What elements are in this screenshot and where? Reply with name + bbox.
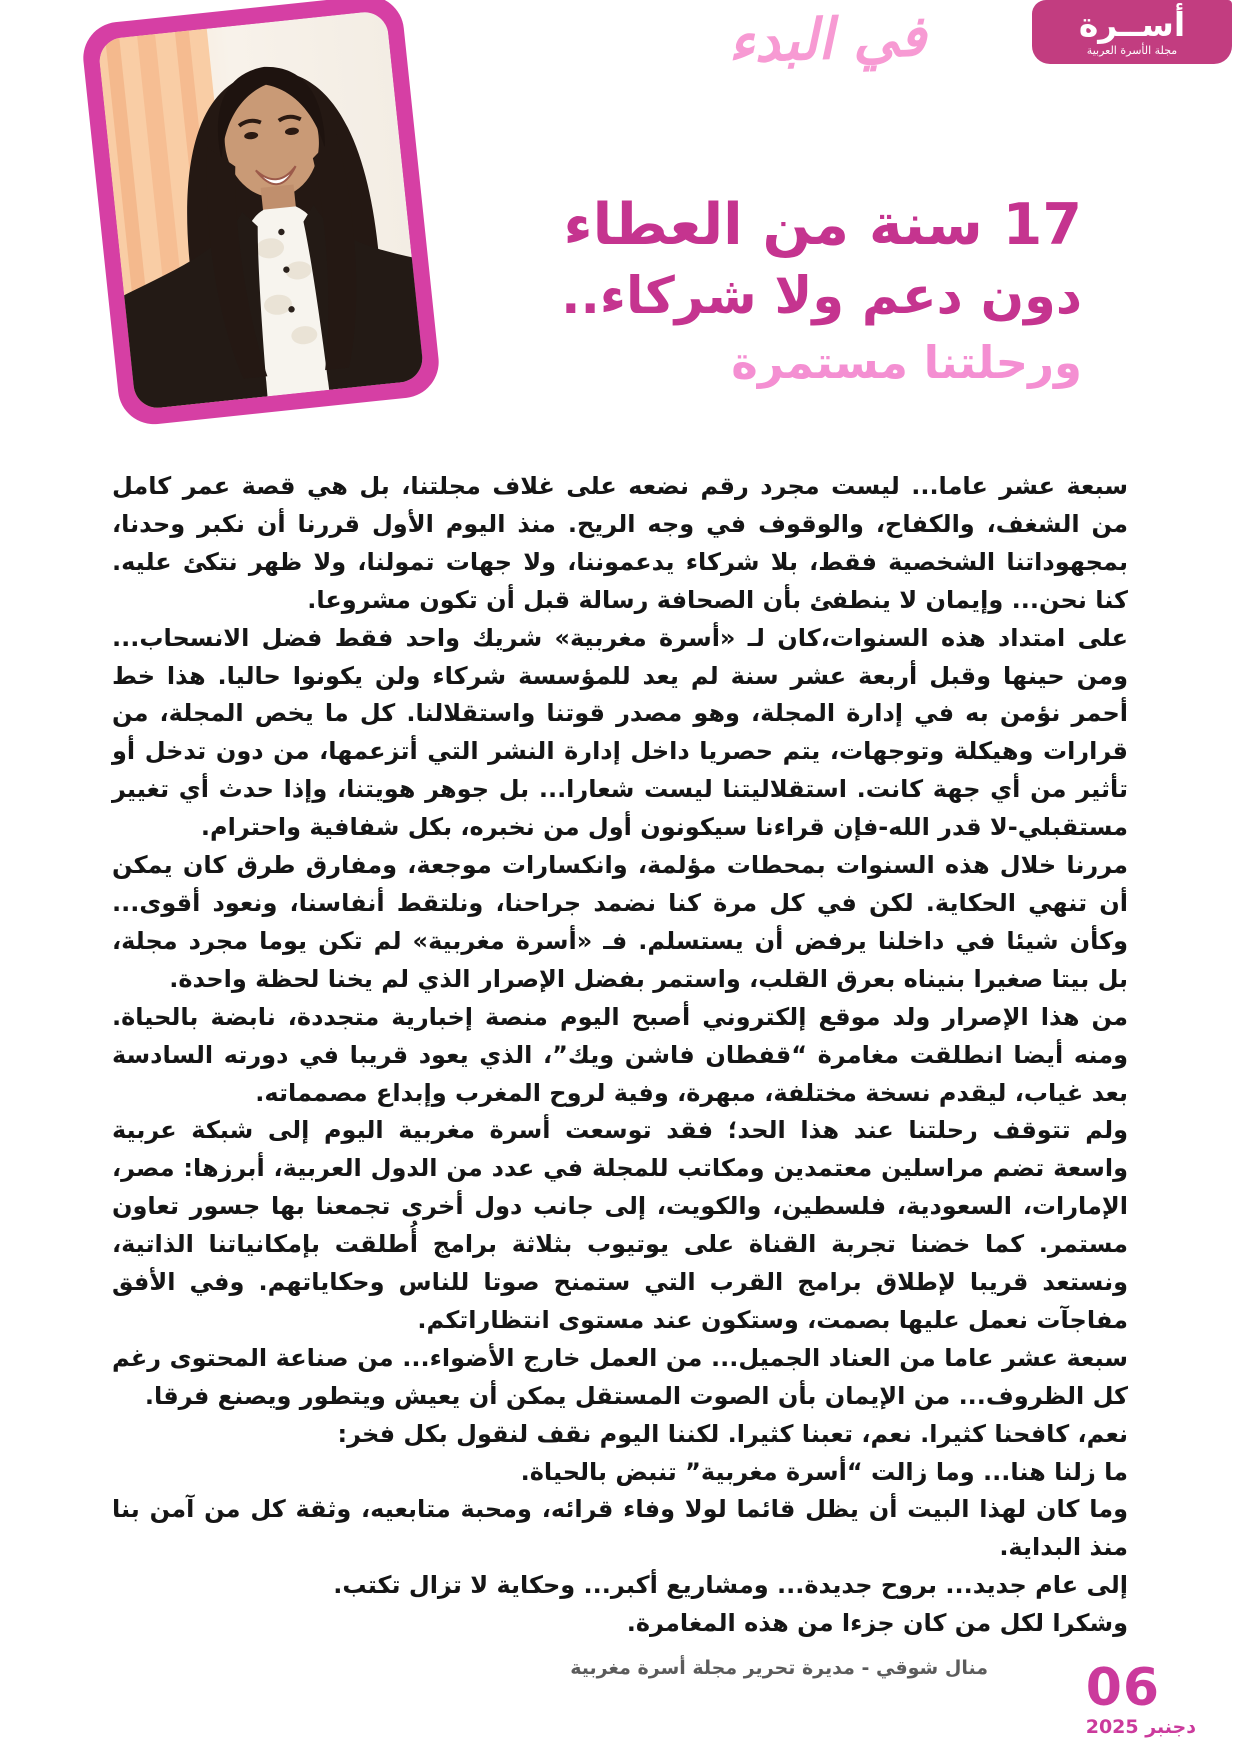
portrait-frame: [80, 0, 442, 428]
article-paragraph: نعم، كافحنا كثيرا. نعم، تعبنا كثيرا. لكننا اليوم نقف لنقول بكل فخر:: [337, 1419, 1128, 1448]
article-paragraph: مررنا خلال هذه السنوات بمحطات مؤلمة، وانكسارات موجعة، ومفارق طرق كان يمكن أن تنهي الحكاية. لكن في كل مرة كنا نضمد جراحنا، ونلتقط أنفاسنا، ونعود أقوى... وكأن شيئا في داخلنا يرفض أن يستسلم. فـ «أسرة مغربية» لم تكن يوما مجرد مجلة، بل بيتا صغيرا بنيناه بعرق القلب، واستمر بفضل الإصرار الذي لم يخنا لحظة واحدة.: [112, 851, 1128, 993]
portrait-photo: [97, 10, 424, 410]
article-paragraph: إلى عام جديد... بروح جديدة... ومشاريع أكبر... وحكاية لا تزال تكتب.: [333, 1571, 1128, 1600]
page-number: 06: [1085, 1658, 1161, 1718]
article-paragraph: وما كان لهذا البيت أن يظل قائما لولا وفاء قرائه، ومحبة متابعيه، وثقة كل من آمن بنا منذ البداية.: [112, 1495, 1128, 1562]
article-signature: منال شوقي - مديرة تحرير مجلة أسرة مغربية: [570, 1657, 988, 1680]
magazine-logo-title: أســرة: [1078, 4, 1186, 44]
magazine-logo: [1032, 0, 1232, 64]
section-title: في البدء: [726, 3, 928, 76]
headline: [561, 192, 1082, 390]
article-paragraph: ولم تتوقف رحلتنا عند هذا الحد؛ فقد توسعت أسرة مغربية اليوم إلى شبكة عربية واسعة تضم مراسلين معتمدين ومكاتب للمجلة في عدد من الدول العربية، أبرزها: مصر، الإمارات، السعودية، فلسطين، والكويت، إلى جانب دول أخرى تجمعنا بها جسور تعاون مستمر. كما خضنا تجربة القناة على يوتيوب بثلاثة برامج أُطلقت بإمكانياتنا الذاتية، ونستعد قريبا لإطلاق برامج القرب التي ستمنح صوتا للناس وحكاياتهم. وفي الأفق مفاجآت نعمل عليها بصمت، وستكون عند مستوى انتظاراتكم.: [112, 1116, 1128, 1334]
article-paragraph: على امتداد هذه السنوات،كان لـ «أسرة مغربية» شريك واحد فقط فضل الانسحاب... ومن حينها وقبل أربعة عشر سنة لم يعد للمؤسسة شركاء ولن يكونوا حاليا. هذا خط أحمر نؤمن به في إدارة المجلة، وهو مصدر قوتنا واستقلالنا. كل ما يخص المجلة، من قرارات وهيكلة وتوجهات، يتم حصريا داخل إدارة النشر التي أتزعمها، من دون تدخل أو تأثير من أي جهة كانت. استقلاليتنا ليست شعارا... بل جوهر هويتنا، وإذا حدث أي تغيير مستقبلي-لا قدر الله-فإن قراءنا سيكونون أول من نخبره، بكل شفافية واحترام.: [112, 623, 1128, 842]
article-paragraph: سبعة عشر عاما... ليست مجرد رقم نضعه على غلاف مجلتنا، بل هي قصة عمر كامل من الشغف، والكفاح، والوقوف في وجه الريح. منذ اليوم الأول قررنا أن نكبر وحدنا، بمجهوداتنا الشخصية فقط، بلا شركاء يدعموننا، ولا جهات تمولنا، ولا ظهر نتكئ عليه. كنا نحن... وإيمان لا ينطفئ بأن الصحافة رسالة قبل أن تكون مشروعا.: [112, 472, 1128, 614]
issue-date: دجنبر 2025: [1085, 1716, 1196, 1738]
headline-line1: 17 سنة من العطاء: [563, 192, 1082, 258]
article-body: [112, 468, 1128, 1683]
article-paragraph: وشكرا لكل من كان جزءا من هذه المغامرة.: [626, 1609, 1128, 1638]
headline-line3: ورحلتنا مستمرة: [731, 336, 1082, 390]
article-paragraph: من هذا الإصرار ولد موقع إلكتروني أصبح اليوم منصة إخبارية متجددة، نابضة بالحياة. ومنه أيضا انطلقت مغامرة “قفطان فاشن ويك”، الذي يعود قريبا في دورته السادسة بعد غياب، ليقدم نسخة مختلفة، مبهرة، وفية لروح المغرب وإبداع مصمماته.: [112, 1002, 1128, 1107]
page-footer: [1085, 1658, 1196, 1738]
article-paragraph: ما زلنا هنا... وما زالت “أسرة مغربية” تنبض بالحياة.: [520, 1457, 1128, 1486]
headline-line2: دون دعم ولا شركاء..: [561, 266, 1082, 326]
magazine-logo-subtitle: مجلة الأسرة العربية: [1086, 43, 1178, 57]
article-paragraph: سبعة عشر عاما من العناد الجميل... من العمل خارج الأضواء... من صناعة المحتوى رغم كل الظروف... من الإيمان بأن الصوت المستقل يمكن أن يعيش ويتطور ويصنع فرقا.: [112, 1343, 1128, 1410]
